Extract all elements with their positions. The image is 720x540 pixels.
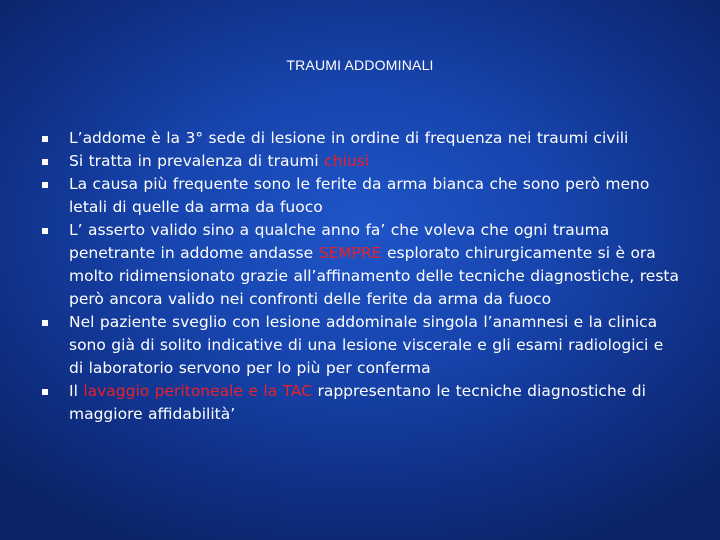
bullet-item	[40, 380, 680, 426]
bullet-text: L’ asserto valido sino a qualche anno fa’ che voleva che ogni trauma penetrante in addome andasse	[69, 221, 610, 262]
square-bullet-icon	[42, 136, 48, 142]
highlighted-text: chiusi	[324, 152, 369, 170]
highlighted-text: lavaggio peritoneale e la TAC	[83, 382, 313, 400]
highlighted-text: SEMPRE	[318, 244, 382, 262]
square-bullet-icon	[42, 182, 48, 188]
square-bullet-icon	[42, 320, 48, 326]
bullet-item	[40, 311, 680, 380]
bullet-text: rappresentano le tecniche diagnostiche di maggiore affidabilità’	[69, 382, 646, 423]
bullet-item	[40, 173, 680, 219]
square-bullet-icon	[42, 228, 48, 234]
bullet-text: L’addome è la 3° sede di lesione in ordine di frequenza nei traumi civili	[69, 129, 629, 147]
bullet-item	[40, 150, 680, 173]
bullet-text: La causa più frequente sono le ferite da arma bianca che sono però meno letali di quelle da arma da fuoco	[69, 175, 650, 216]
bullet-list	[40, 127, 680, 426]
slide-title: TRAUMI ADDOMINALI	[286, 57, 434, 73]
bullet-text: Si tratta in prevalenza di traumi	[69, 152, 325, 170]
square-bullet-icon	[42, 389, 48, 395]
bullet-item	[40, 127, 680, 150]
bullet-item	[40, 219, 680, 311]
bullet-text: Nel paziente sveglio con lesione addominale singola l’anamnesi e la clinica sono già di solito indicative di una lesione viscerale e gli esami radiologici e di laboratorio servono per lo più per conferma	[69, 313, 664, 377]
square-bullet-icon	[42, 159, 48, 165]
bullet-text: esplorato chirurgicamente si è ora molto ridimensionato grazie all’affinamento delle tecniche diagnostiche, resta però ancora valido nei confronti delle ferite da arma da fuoco	[69, 244, 679, 308]
bullet-text: Il	[69, 382, 84, 400]
